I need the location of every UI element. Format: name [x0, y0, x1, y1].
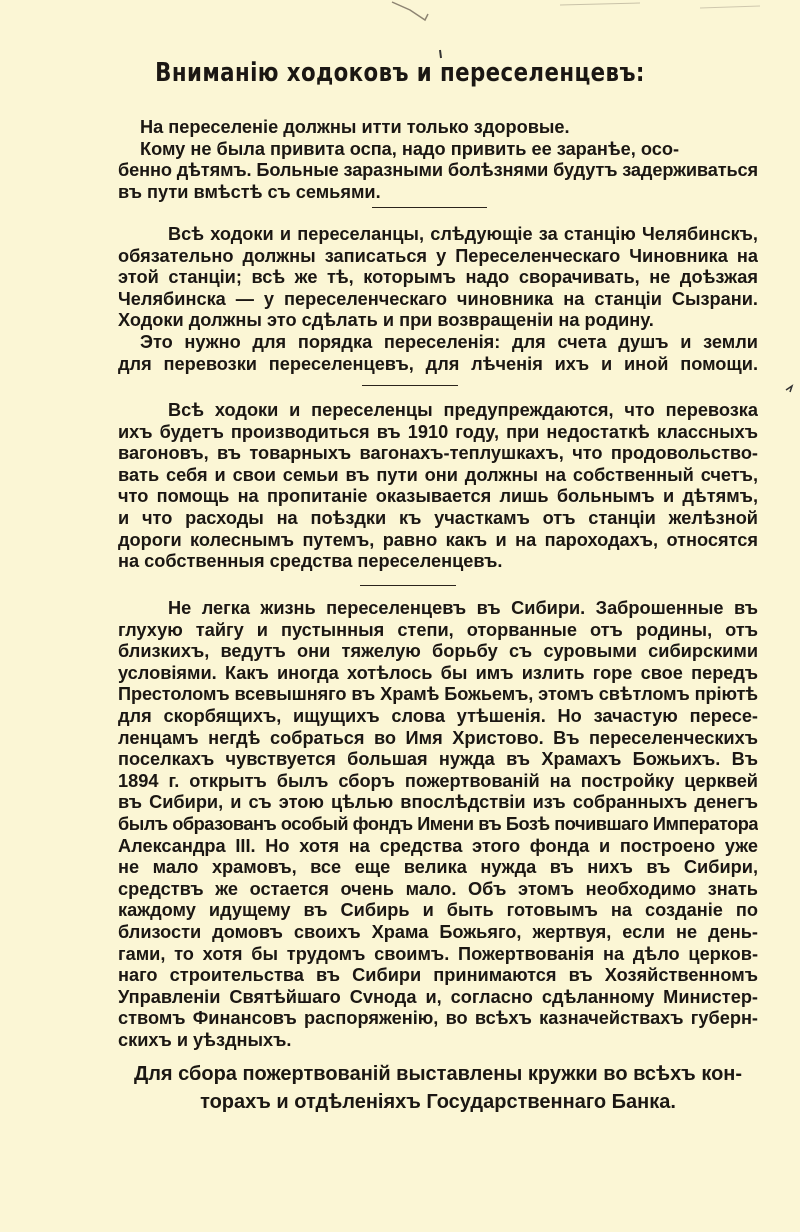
text-line: дороги колеснымъ путемъ, равно какъ и на пароходахъ, относятся [118, 529, 758, 550]
paragraph-churches [118, 598, 758, 1051]
divider [372, 207, 487, 208]
divider [360, 585, 456, 586]
text-line: условіями. Какъ иногда хотѣлось бы имъ излить горе свое передъ [118, 662, 758, 683]
text-line: Управленіи Святѣйшаго Сvнода и, согласно сдѣланному Министер- [118, 986, 758, 1007]
text-line: что помощь на пропитаніе оказывается лишь больнымъ и дѣтямъ, [118, 486, 758, 507]
text-line: Это нужно для порядка переселенія: для счета душъ и земли [140, 331, 758, 352]
text-line: на собственныя средства переселенцевъ. [118, 551, 503, 572]
margin-mark [782, 378, 800, 398]
notice-line: Для сбора пожертвованій выставлены кружки во всѣхъ кон- [133, 1063, 743, 1085]
text-line: Престоломъ всевышняго въ Храмѣ Божьемъ, этомъ свѣтломъ пріютѣ [118, 684, 758, 705]
donation-notice [118, 1060, 758, 1116]
text-line: бенно дѣтямъ. Больные заразными болѣзнями будутъ задерживаться [118, 160, 758, 181]
text-line: Всѣ ходоки и переселенцы предупреждаются, что перевозка [168, 400, 758, 420]
page-title: Вниманію ходоковъ и переселенцевъ: [155, 58, 645, 88]
text-line: Челябинска — у переселенческаго чиновника на станціи Сызрани. [118, 288, 758, 309]
text-line: этой станціи; всѣ же тѣ, которымъ надо сворачивать, не доѣзжая [118, 267, 758, 288]
text-line: 1894 г. открытъ былъ сборъ пожертвованій на постройку церквей [118, 770, 758, 791]
text-line: ствомъ Финансовъ распоряженію, во всѣхъ казначействахъ губерн- [118, 1008, 758, 1029]
text-line: Не легка жизнь переселенцевъ въ Сибири. Заброшенные въ [168, 598, 758, 618]
text-line: Александра III. Но хотя на средства этого фонда и построено уже [118, 835, 758, 856]
text-line: ихъ будетъ производиться въ 1910 году, при недостаткѣ классныхъ [118, 421, 758, 442]
divider [362, 385, 458, 386]
text-line: въ пути вмѣстѣ съ семьями. [118, 181, 381, 202]
paragraph-health [118, 117, 758, 203]
text-line: близкихъ, ведутъ они тяжелую борьбу съ суровыми сибирскими [118, 641, 758, 662]
text-line: Ходоки должны это сдѣлать и при возвращеніи на родину. [118, 310, 654, 331]
ink-marks [0, 0, 800, 60]
text-line: ленцамъ негдѣ собраться во Имя Христово. Въ переселенческихъ [118, 727, 758, 748]
text-line: не мало храмовъ, все еще велика нужда въ нихъ въ Сибири, [118, 857, 758, 878]
text-line: въ Сибири, и съ этою цѣлью впослѣдствіи изъ собранныхъ денегъ [118, 792, 758, 813]
text-line: глухую тайгу и пустынныя степи, оторванные отъ родины, отъ [118, 619, 758, 640]
text-line: На переселеніе должны итти только здоровые. [140, 117, 570, 137]
text-line: скихъ и уѣздныхъ. [118, 1029, 292, 1050]
text-line: Всѣ ходоки и переселанцы, слѣдующіе за станцію Челябинскъ, [168, 224, 758, 244]
text-line: наго строительства въ Сибири принимаются въ Хозяйственномъ [118, 965, 758, 986]
text-line: каждому идущему въ Сибирь и быть готовымъ на созданіе по [118, 900, 758, 921]
text-line: гами, то хотя бы трудомъ своимъ. Пожертвованія на дѣло церков- [118, 943, 758, 964]
text-line: былъ образованъ особый фондъ Имени въ Бозѣ почившаго Императора [118, 813, 758, 834]
text-line: для скорбящихъ, ищущихъ слова утѣшенія. Но зачастую пересе- [118, 705, 758, 726]
notice-line: торахъ и отдѣленіяхъ Государственнаго Банка. [200, 1091, 676, 1113]
text-line: вагоновъ, въ товарныхъ вагонахъ-теплушкахъ, что продовольство- [118, 443, 758, 464]
paragraph-registration [118, 224, 758, 375]
text-line: для перевозки переселенцевъ, для лѣченія ихъ и иной помощи. [118, 353, 758, 374]
paragraph-transport [118, 400, 758, 573]
text-line: и что расходы на поѣздки къ участкамъ отъ станціи желѣзной [118, 507, 758, 528]
text-line: вать себя и свои семьи въ пути они должны на собственный счетъ, [118, 464, 758, 485]
text-line: поселкахъ чувствуется большая нужда въ Храмахъ Божьихъ. Въ [118, 749, 758, 770]
text-line: Кому не была привита оспа, надо привить ее заранѣе, осо- [140, 138, 680, 159]
text-line: средствъ же остается очень мало. Объ этомъ необходимо знать [118, 878, 758, 899]
text-line: близости домовъ своихъ Храма Божьяго, жертвуя, если не день- [118, 921, 758, 942]
text-line: обязательно должны записаться у Переселенческаго Чиновника на [118, 245, 758, 266]
